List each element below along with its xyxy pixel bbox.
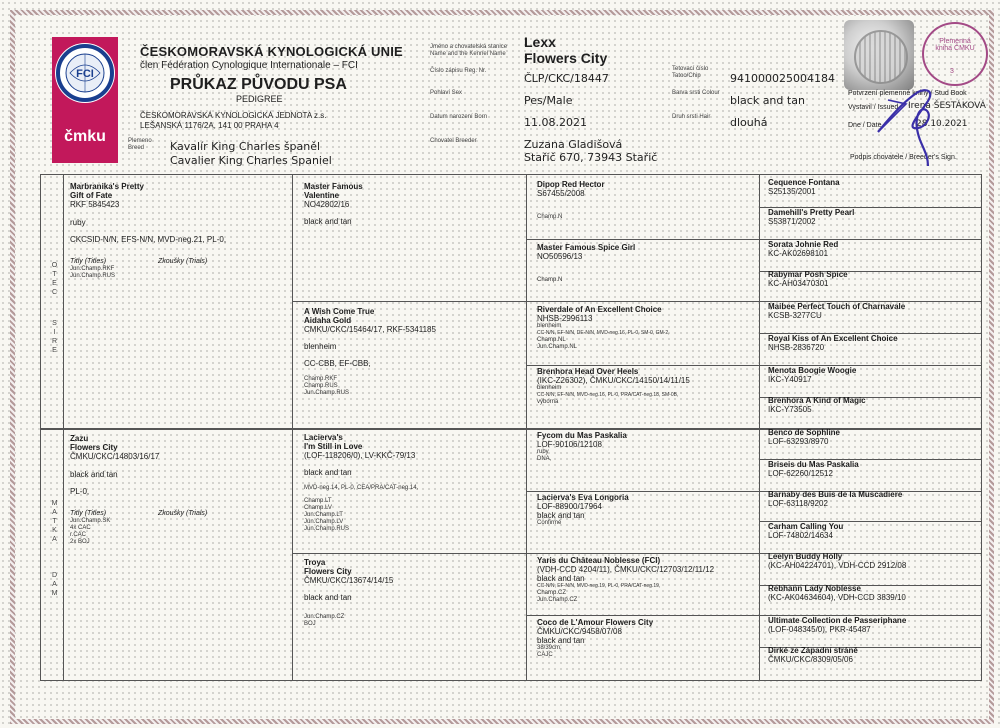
gen4-reg: KCSB-3277CU <box>768 311 822 320</box>
chip-label: Tetovací číslo Tatoo/Chip <box>672 66 709 79</box>
gen4-entry <box>768 396 978 414</box>
g3-c-title-1: Champ.NL <box>537 337 566 343</box>
born-label: Datum narození Born <box>430 114 488 120</box>
dd-title-1: Jun.Champ.CZ <box>304 614 345 620</box>
gen4-reg: LOF-63118/9202 <box>768 499 828 508</box>
g3-entry-4 <box>537 367 715 406</box>
issued-label: Vystavil / Issued <box>848 104 899 111</box>
studbook-label: Potvrzení plemenné knihy / Stud Book <box>848 90 967 97</box>
g3-b-reg: NO50596/13 <box>537 252 583 261</box>
gen4-reg: ČMKU/CKC/8309/05/06 <box>768 655 853 664</box>
gen4-name: Dirké ze Západní stráně <box>768 646 858 655</box>
gen4-reg: (KC-AH04224701), VDH-CCD 2912/08 <box>768 561 907 570</box>
gen4-reg: IKC-Y40917 <box>768 375 812 384</box>
g3-f-reg: LOF-88900/17964 <box>537 502 602 511</box>
sire-colour: ruby <box>70 218 86 227</box>
fci-cmku-logo <box>52 37 118 163</box>
gen4-name: Brenhora A Kind of Magic <box>768 396 866 405</box>
date-label: Dne / Date <box>848 122 882 129</box>
dog-chip: 941000025004184 <box>730 72 835 85</box>
g3-entry-7 <box>537 556 717 604</box>
gen4-name: Rebhann Lady Noblesse <box>768 584 861 593</box>
signature-scribble <box>866 70 956 170</box>
dd-name-2: Flowers City <box>304 567 352 576</box>
dam-title-4: 2x BOJ <box>70 539 90 545</box>
g3-entry-8 <box>537 618 715 659</box>
sd-name-2: Aidaha Gold <box>304 316 352 325</box>
breed-cz: Kavalír King Charles španěl <box>170 140 321 153</box>
gen4-name: Sorata Johnie Red <box>768 240 839 249</box>
breeder-name: Zuzana Gladišová <box>524 138 623 151</box>
g3-c-health: CC-N/N, EF-N/N, DE-N/N, MVD-neg.16, PL-0, SM-0, GM-2, <box>537 330 670 336</box>
sd-colour: blenheim <box>304 342 337 351</box>
g3-d-extra: výborná <box>537 399 559 405</box>
gen4-reg: NHSB-2836720 <box>768 343 825 352</box>
ds-title-1: Champ.LT <box>304 498 332 504</box>
g3-f-note: Confirmé <box>537 520 562 526</box>
sd-reg: CMKU/CKC/15464/17, RKF-5341185 <box>304 325 436 334</box>
dam-colour: black and tan <box>70 470 118 479</box>
sire-health: CKCSID-N/N, EFS-N/N, MVD-neg.21, PL-0, <box>70 235 227 244</box>
gen4-name: Benco de Sophline <box>768 428 841 437</box>
gen4-entry <box>768 646 978 664</box>
dd-title-2: BOJ <box>304 621 316 627</box>
g3-g-reg: (VDH-CCD 4204/11), ČMKU/CKC/12703/12/11/12 <box>537 565 715 574</box>
ds-title-4: Jun.Champ.LV <box>304 519 344 525</box>
dam-title-3: r.CAC <box>70 532 87 538</box>
g3-c-title-2: Jun.Champ.NL <box>537 344 578 350</box>
org-name: ČESKOMORAVSKÁ KYNOLOGICKÁ JEDNOTA z.s. <box>140 111 327 120</box>
dd-reg: ČMKU/CKC/13674/14/15 <box>304 576 394 585</box>
gen4-name: Barnaby des Buis de la Muscadiere <box>768 490 903 499</box>
sire-entry <box>70 182 285 280</box>
g3-h-reg: ČMKU/CKC/9458/07/08 <box>537 627 622 636</box>
document-subtitle: PEDIGREE <box>236 94 283 104</box>
g3-c-name: Riverdale of An Excellent Choice <box>537 305 662 314</box>
g3-d-reg: (IKC-Z26302), ČMKU/CKC/14150/14/11/15 <box>537 376 690 385</box>
oval-stamp-number: 3 <box>950 68 954 75</box>
union-name: ČESKOMORAVSKÁ KYNOLOGICKÁ UNIE <box>140 44 403 59</box>
ds-colour: black and tan <box>304 468 352 477</box>
org-address: LEŠANSKÁ 1176/2A, 141 00 PRAHA 4 <box>140 121 279 130</box>
sd-title-3: Jun.Champ.RUS <box>304 390 350 396</box>
gen4-entry <box>768 208 978 226</box>
gen4-reg: KC-AK02698101 <box>768 249 829 258</box>
g3-b-name: Master Famous Spice Girl <box>537 243 636 252</box>
gen4-name: Rabymar Posh Spice <box>768 270 848 279</box>
breeder-address: Stařič 670, 73943 Stařič <box>524 151 658 164</box>
gen4-entry <box>768 178 978 196</box>
dog-name-1: Lexx <box>524 34 556 50</box>
gen4-name: Cequence Fontana <box>768 178 840 187</box>
sire-name-1: Marbranika's Pretty <box>70 182 144 191</box>
g3-d-colour: blenheim <box>537 385 562 391</box>
g3-g-title-1: Champ.CZ <box>537 590 567 596</box>
gen4-name: Menota Boogie Woogie <box>768 366 857 375</box>
g3-c-colour: blenheim <box>537 323 562 329</box>
ss-colour: black and tan <box>304 217 352 226</box>
dam-health: PL-0, <box>70 487 90 496</box>
ss-name-2: Valentine <box>304 191 340 200</box>
ss-name-1: Master Famous <box>304 182 363 191</box>
side-label-sire: SIRE <box>51 320 58 356</box>
gen4-reg: (LOF-048345/0), PKR-45487 <box>768 625 871 634</box>
breeder-label: Chovatel Breeder <box>430 138 477 144</box>
g3-entry-3 <box>537 305 715 351</box>
dam-entry <box>70 434 285 546</box>
sd-name-1: A Wish Come True <box>304 307 375 316</box>
sire-title-1: Jun.Champ.RKF <box>70 266 115 272</box>
gen4-entry <box>768 460 978 478</box>
fci-member-line: člen Fédération Cynologique Internationale – FCI <box>140 60 358 71</box>
dam-sire-entry <box>304 433 479 533</box>
dam-title-1: Jun.Champ.SK <box>70 518 111 524</box>
reg-label: Číslo zápisu Reg. Nr. <box>430 68 487 74</box>
g3-entry-6 <box>537 493 715 527</box>
dam-reg: ČMKU/CKC/14803/16/17 <box>70 452 160 461</box>
sex-label: Pohlaví Sex <box>430 90 463 96</box>
dog-born: 11.08.2021 <box>524 116 587 129</box>
dam-titles-label: Titly (Titles) <box>70 510 107 517</box>
ds-reg: (LOF-118206/0), LV-KKČ-79/13 <box>304 451 416 460</box>
gen4-reg: KC-AH03470301 <box>768 279 829 288</box>
sire-title-2: Jun.Champ.RUS <box>70 273 116 279</box>
dog-sex: Pes/Male <box>524 94 573 107</box>
sire-trials-label: Zkoušky (Trials) <box>158 258 208 265</box>
gen4-entry <box>768 552 978 570</box>
dam-title-2: 4x CAC <box>70 525 91 531</box>
colour-label: Barva srsti Colour <box>672 90 720 96</box>
ss-reg: NO42802/16 <box>304 200 350 209</box>
g3-a-title: Champ.N <box>537 214 563 220</box>
side-label-otec: OTEC <box>51 262 58 298</box>
breed-label: Plemeno Breed <box>128 138 152 151</box>
dam-name-2: Flowers City <box>70 443 118 452</box>
g3-d-name: Brenhora Head Over Heels <box>537 367 639 376</box>
ds-title-3: Jun.Champ.LT <box>304 512 343 518</box>
g3-f-name: Lacierva's Eva Longoria <box>537 493 629 502</box>
gen4-entry <box>768 428 978 446</box>
logo-cmku-text: čmku <box>64 128 106 145</box>
g3-b-title: Champ.N <box>537 277 563 283</box>
gen4-reg: LOF-62260/12512 <box>768 469 833 478</box>
dam-name-1: Zazu <box>70 434 89 443</box>
document-title: PRŮKAZ PŮVODU PSA <box>170 76 347 93</box>
sire-reg: RKF 5845423 <box>70 200 120 209</box>
gen4-name: Leelyn Buddy Holly <box>768 552 843 561</box>
dog-hair: dlouhá <box>730 116 768 129</box>
g3-d-health: CC-N/N, EF-N/N, MVD-neg.16, PL-0, PRA/CAT-neg.18, SM-0B, <box>537 392 679 398</box>
g3-e-note: DNA, <box>537 456 552 462</box>
ds-title-2: Champ.LV <box>304 505 332 511</box>
gen4-reg: S25135/2001 <box>768 187 816 196</box>
issue-date: 28.10.2021 <box>916 119 968 129</box>
gen4-name: Ultimate Collection de Passeriphane <box>768 616 907 625</box>
g3-entry-5 <box>537 431 715 463</box>
g3-e-name: Fycom du Mas Paskalia <box>537 431 627 440</box>
issued-by: Irena ŠESTÁKOVÁ <box>908 101 986 111</box>
g3-a-reg: S67455/2008 <box>537 189 585 198</box>
dog-colour: black and tan <box>730 94 805 107</box>
dd-name-1: Troya <box>304 558 326 567</box>
dd-colour: black and tan <box>304 593 352 602</box>
gen4-entry <box>768 302 978 320</box>
side-label-matka: MATKA <box>51 500 58 545</box>
ds-name-2: I'm Still in Love <box>304 442 363 451</box>
g3-f-colour: black and tan <box>537 511 585 520</box>
dog-reg: ČLP/CKC/18447 <box>524 72 609 85</box>
g3-g-title-2: Jun.Champ.CZ <box>537 597 578 603</box>
sd-title-2: Champ.RUS <box>304 383 338 389</box>
ds-title-5: Jun.Champ.RUS <box>304 526 350 532</box>
gen4-reg: LOF-74802/14634 <box>768 531 833 540</box>
oval-stamp-text: Plemenná kniha ČMKU <box>935 38 975 52</box>
side-label-dam: DAM <box>51 572 58 599</box>
gen4-entry <box>768 584 978 602</box>
logo-fci-text: FCI <box>76 68 94 80</box>
gen4-reg: S53871/2002 <box>768 217 816 226</box>
sire-dam-entry <box>304 307 479 397</box>
dam-trials-label: Zkoušky (Trials) <box>158 510 208 517</box>
gen4-entry <box>768 270 978 288</box>
ds-name-1: Lacierva's <box>304 433 343 442</box>
gen4-name: Damehill's Pretty Pearl <box>768 208 855 217</box>
g3-e-colour: ruby <box>537 449 549 455</box>
g3-e-reg: LOF-90106/12108 <box>537 440 602 449</box>
g3-h-title-1: CAJC <box>537 652 553 658</box>
sd-title-1: Champ.RKF <box>304 376 338 382</box>
sire-name-2: Gift of Fate <box>70 191 113 200</box>
g3-g-name: Yaris du Château Noblesse (FCI) <box>537 556 661 565</box>
breed-en: Cavalier King Charles Spaniel <box>170 154 332 167</box>
sire-titles-label: Titly (Titles) <box>70 258 107 265</box>
hair-label: Druh srsti Hair <box>672 114 711 120</box>
dam-dam-entry <box>304 558 479 628</box>
gen4-name: Maibee Perfect Touch of Charnavale <box>768 302 906 311</box>
g3-a-name: Dipop Red Hector <box>537 180 605 189</box>
g3-g-health: CC-N/N, EF-N/N, MVD-neg.19, PL-0, PRA/CAT-neg.19, <box>537 583 661 589</box>
gen4-entry <box>768 522 978 540</box>
gen4-reg: (KC-AK04634604), VDH-CCD 3839/10 <box>768 593 906 602</box>
breeder-sign-label: Podpis chovatele / Breeder's Sign. <box>850 154 957 161</box>
gen4-entry <box>768 334 978 352</box>
gen4-entry <box>768 616 978 634</box>
ds-health: MVD-neg.14, PL-0, CEA/PRA/CAT-neg.14, <box>304 485 419 491</box>
g3-h-note: 38/39cm, <box>537 645 562 651</box>
gen4-entry <box>768 366 978 384</box>
g3-g-colour: black and tan <box>537 574 585 583</box>
gen4-reg: IKC-Y73505 <box>768 405 812 414</box>
g3-c-reg: NHSB-2996113 <box>537 314 593 323</box>
sd-health: CC-CBB, EF-CBB, <box>304 359 371 368</box>
g3-h-colour: black and tan <box>537 636 585 645</box>
gen4-reg: LOF-63293/8970 <box>768 437 829 446</box>
gen4-name: Carham Calling You <box>768 522 844 531</box>
g3-entry-1 <box>537 180 715 221</box>
gen4-entry <box>768 490 978 508</box>
gen4-entry <box>768 240 978 258</box>
gen4-name: Royal Kiss of An Excellent Choice <box>768 334 898 343</box>
g3-entry-2 <box>537 243 715 284</box>
dog-name-2: Flowers City <box>524 50 608 66</box>
name-label: Jméno a chovatelská stanice Name and the Kennel Name <box>430 44 508 57</box>
gen4-name: Briseis du Mas Paskalia <box>768 460 859 469</box>
g3-h-name: Coco de L'Amour Flowers City <box>537 618 654 627</box>
sire-sire-entry <box>304 182 479 226</box>
